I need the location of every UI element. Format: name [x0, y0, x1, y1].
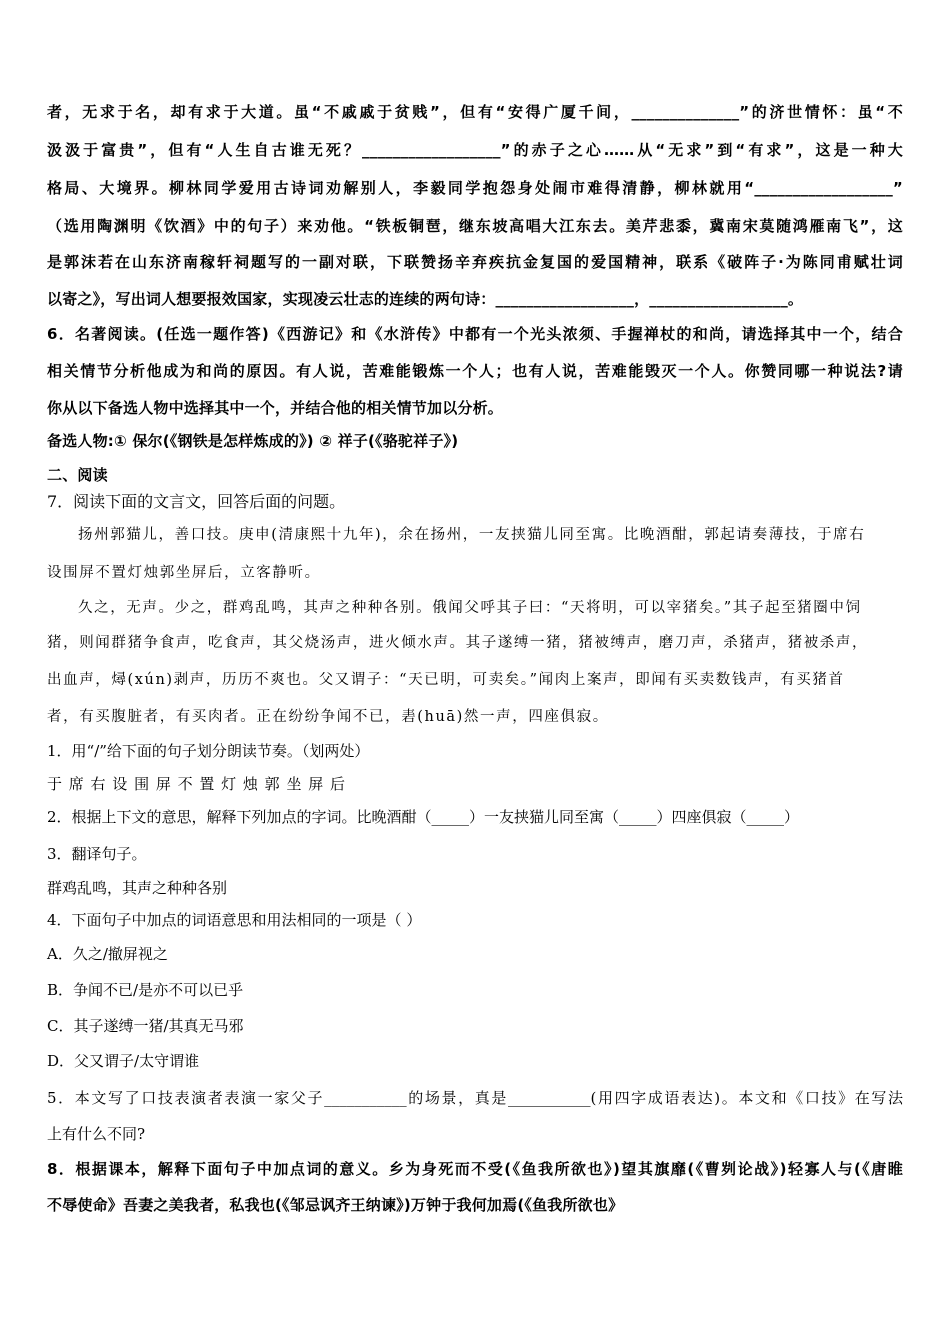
sub-question-3: 3．翻译句子。 — [47, 845, 147, 863]
question-6-line-3: 你从以下备选人物中选择其中一个，并结合他的相关情节加以分析。 — [47, 399, 504, 417]
passage-line-1: 扬州郭猫儿，善口技。庚申(清康熙十九年)，余在扬州，一友挟猫儿同至寓。比晚酒酣，郭起请奏薄技，于席右 — [78, 527, 866, 543]
passage-line-4: 猪，则闻群猪争食声，吃食声，其父烧汤声，进火倾水声。其子遂缚一猪，猪被缚声，磨刀声，杀猪声，猪被杀声， — [47, 635, 869, 651]
sub-question-5-line-2: 上有什么不同? — [47, 1125, 146, 1143]
section-heading: 二、阅读 — [47, 466, 108, 484]
sub-question-4: 4．下面句子中加点的词语意思和用法相同的一项是（ ） — [47, 911, 422, 929]
option-c: C．其子遂缚一猪/其真无马邪 — [47, 1017, 244, 1035]
question-6-line-2: 相关情节分析他成为和尚的原因。有人说，苦难能锻炼一个人；也有人说，苦难能毁灭一个人。你赞同哪一种说法?请 — [47, 362, 903, 380]
poetry-paragraph-line-3: 格局、大境界。柳林同学爱用古诗词劝解别人，李毅同学抱怨身处闹市难得清静，柳林就用“__________________” — [47, 179, 903, 197]
question-8-line-1: 8．根据课本，解释下面句子中加点词的意义。乡为身死而不受(《鱼我所欲也》)望其旗靡(《曹刿论战》)轻寡人与(《唐睢 — [47, 1160, 903, 1178]
passage-line-6: 者，有买腹脏者，有买肉者。正在纷纷争闻不已，砉(huā)然一声，四座俱寂。 — [47, 709, 609, 725]
sub-question-5-line-1: 5．本文写了口技表演者表演一家父子___________的场景，真是___________(用四字成语表达)。本文和《口技》在写法 — [47, 1089, 903, 1107]
question-8-line-2: 不辱使命》吾妻之美我者，私我也(《邹忌讽齐王纳谏》)万钟于我何加焉(《鱼我所欲也》 — [47, 1196, 624, 1214]
poetry-paragraph-line-4: （选用陶渊明《饮酒》中的句子）来劝他。“铁板铜琶，继东坡高唱大江东去。美芹悲黍，冀南宋莫随鸿雁南飞”，这 — [47, 217, 903, 235]
poetry-paragraph-line-6: 以寄之》，写出词人想要报效国家，实现凌云壮志的连续的两句诗：__________________，__________________。 — [47, 290, 804, 308]
passage-line-3: 久之，无声。少之，群鸡乱鸣，其声之种种各别。俄闻父呼其子曰：“天将明，可以宰猪矣。”其子起至猪圈中饲 — [78, 600, 862, 616]
question-6-candidates: 备选人物:① 保尔(《钢铁是怎样炼成的》) ② 祥子(《骆驼祥子》) — [47, 432, 459, 450]
sub-question-1: 1．用“/”给下面的句子划分朗读节奏。（划两处） — [47, 742, 370, 760]
poetry-paragraph-line-1: 者，无求于名，却有求于大道。虽“不戚戚于贫贱”，但有“安得广厦千间，______________”的济世情怀：虽“不 — [47, 103, 903, 121]
passage-line-5: 出血声，燖(xún)剥声，历历不爽也。父又谓子：“天已明，可卖矣。”闻肉上案声，即闻有买卖数钱声，有买猪首 — [47, 672, 845, 688]
question-6-line-1: 6．名著阅读。(任选一题作答)《西游记》和《水浒传》中都有一个光头浓须、手握禅杖的和尚，请选择其中一个，结合 — [47, 325, 903, 343]
option-b: B．争闻不已/是亦不可以已乎 — [47, 981, 244, 999]
rhythm-sentence: 于 席 右 设 围 屏 不 置 灯 烛 郭 坐 屏 后 — [47, 775, 346, 793]
translate-sentence: 群鸡乱鸣，其声之种种各别 — [47, 879, 228, 897]
poetry-paragraph-line-2: 汲汲于富贵”，但有“人生自古谁无死？__________________”的赤子之心……从“无求”到“有求”，这是一种大 — [47, 141, 903, 159]
question-7-title: 7．阅读下面的文言文，回答后面的问题。 — [47, 492, 346, 511]
option-a: A．久之/撤屏视之 — [47, 945, 168, 963]
passage-line-2: 设围屏不置灯烛郭坐屏后，立客静听。 — [47, 565, 321, 581]
sub-question-2: 2．根据上下文的意思，解释下列加点的字词。比晚酒酣（_____）一友挟猫儿同至寓（_____）四座俱寂（_____） — [47, 808, 800, 826]
option-d: D．父又谓子/太守谓谁 — [47, 1052, 200, 1070]
poetry-paragraph-line-5: 是郭沫若在山东济南稼轩祠题写的一副对联，下联赞扬辛弃疾抗金复国的爱国精神，联系《破阵子·为陈同甫赋壮词 — [47, 253, 903, 271]
